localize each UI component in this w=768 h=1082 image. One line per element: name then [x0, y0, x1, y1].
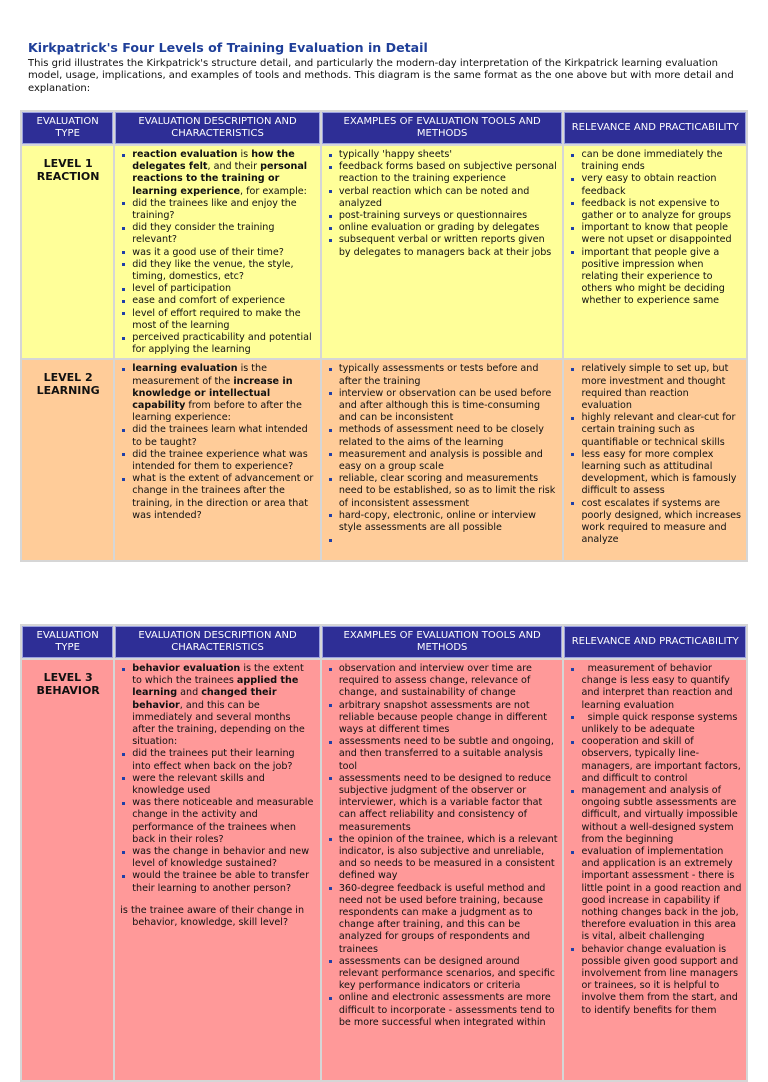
level-1-name: REACTION [36, 169, 100, 183]
list-item [327, 534, 559, 546]
level-3-name: BEHAVIOR [36, 683, 100, 697]
level-2-tools [322, 360, 563, 560]
list-item: management and analysis of ongoing subtle assessments are difficult, and virtually impossible without a well-designed system from the beginning [569, 785, 742, 846]
list-item: subsequent verbal or written reports given by delegates to managers back at their jobs [327, 234, 559, 258]
level-2-number: LEVEL 2 [43, 371, 93, 385]
intro-paragraph: This grid illustrates the Kirkpatrick's structure detail, and particularly the modern-day interpretation of the Kirkpatrick learning evaluation model, usage, implications, and examples of tools and methods. This diagram is the same format as the one above but with more detail and explanation: [28, 58, 734, 94]
level-1-relevance [564, 146, 746, 358]
level-1-label [22, 146, 113, 358]
evaluation-grid-level-3 [20, 624, 748, 1082]
list-item: reliable, clear scoring and measurements need to be established, so as to limit the risk of inconsistent assessment [327, 473, 559, 510]
list-item: did the trainee experience what was intended for them to experience? [120, 449, 316, 473]
list-item: reaction evaluation is how the delegates felt, and their personal reactions to the training or learning experience, for example: [120, 149, 316, 198]
list-item: online evaluation or grading by delegates [327, 222, 559, 234]
level-2-description [115, 360, 320, 560]
list-item: measurement and analysis is possible and easy on a group scale [327, 449, 559, 473]
list-item: arbitrary snapshot assessments are not reliable because people change in different ways at different times [327, 700, 559, 737]
list-item: relatively simple to set up, but more investment and thought required than reaction evaluation [569, 363, 742, 412]
list-item: perceived practicability and potential for applying the learning [120, 332, 316, 356]
list-item: verbal reaction which can be noted and analyzed [327, 186, 559, 210]
header-tools: EXAMPLES OF EVALUATION TOOLS AND METHODS [322, 112, 563, 144]
list-item: evaluation of implementation and application is an extremely important assessment - there is little point in a good reaction and good increase in capability if nothing changes back in the job, therefore evaluation in this area is vital, albeit challenging [569, 846, 742, 944]
level-2-row [22, 360, 746, 560]
list-item: can be done immediately the training ends [569, 149, 742, 173]
header-relevance: RELEVANCE AND PRACTICABILITY [564, 626, 746, 658]
level-3-label [22, 660, 113, 1080]
list-item: the opinion of the trainee, which is a relevant indicator, is also subjective and unreliable, and so needs to be measured in a consistent defined way [327, 834, 559, 883]
header-evaluation-type: EVALUATION TYPE [22, 626, 113, 658]
header-tools: EXAMPLES OF EVALUATION TOOLS AND METHODS [322, 626, 563, 658]
level-3-extra-question: is the trainee aware of their change in behavior, knowledge, skill level? [120, 904, 305, 929]
level-3-row [22, 660, 746, 1080]
list-item: assessments need to be designed to reduce subjective judgment of the observer or interviewer, which is a variable factor that can affect reliability and consistency of measurements [327, 773, 559, 834]
header-description: EVALUATION DESCRIPTION AND CHARACTERISTICS [115, 112, 320, 144]
list-item: was it a good use of their time? [120, 247, 316, 259]
list-item: important to know that people were not upset or disappointed [569, 222, 742, 246]
header-description: EVALUATION DESCRIPTION AND CHARACTERISTICS [115, 626, 320, 658]
list-item: behavior change evaluation is possible given good support and involvement from line managers or trainees, so it is helpful to involve them from the start, and to identify benefits for them [569, 944, 742, 1017]
list-item: would the trainee be able to transfer their learning to another person? [120, 870, 316, 894]
list-item: level of effort required to make the most of the learning [120, 308, 316, 332]
list-item: did the trainees learn what intended to be taught? [120, 424, 316, 448]
list-item: did they consider the training relevant? [120, 222, 316, 246]
list-item: cost escalates if systems are poorly designed, which increases work required to measure and analyze [569, 498, 742, 547]
header-relevance: RELEVANCE AND PRACTICABILITY [564, 112, 746, 144]
list-item: typically assessments or tests before and after the training [327, 363, 559, 387]
level-1-tools [322, 146, 563, 358]
list-item: was the change in behavior and new level of knowledge sustained? [120, 846, 316, 870]
list-item: assessments can be designed around relevant performance scenarios, and specific key performance indicators or criteria [327, 956, 559, 993]
list-item: measurement of behavior change is less easy to quantify and interpret than reaction and learning evaluation [569, 663, 742, 712]
list-item: interview or observation can be used before and after although this is time-consuming and can be inconsistent [327, 388, 559, 425]
list-item: were the relevant skills and knowledge used [120, 773, 316, 797]
level-2-label [22, 360, 113, 560]
level-3-number: LEVEL 3 [43, 671, 93, 684]
header-row [22, 626, 746, 658]
list-item: did the trainees like and enjoy the training? [120, 198, 316, 222]
level-3-description [115, 660, 320, 1080]
page-title: Kirkpatrick's Four Levels of Training Evaluation in Detail [28, 40, 428, 55]
list-item: hard-copy, electronic, online or interview style assessments are all possible [327, 510, 559, 534]
list-item: important that people give a positive impression when relating their experience to others who might be deciding whether to experience same [569, 247, 742, 308]
list-item: cooperation and skill of observers, typically line-managers, are important factors, and difficult to control [569, 736, 742, 785]
list-item: observation and interview over time are required to assess change, relevance of change, and sustainability of change [327, 663, 559, 700]
list-item: very easy to obtain reaction feedback [569, 173, 742, 197]
header-row [22, 112, 746, 144]
list-item: online and electronic assessments are more difficult to incorporate - assessments tend to be more successful when integrated within [327, 992, 559, 1029]
list-item: behavior evaluation is the extent to which the trainees applied the learning and changed their behavior, and this can be immediately and several months after the training, depending on the situation: [120, 663, 316, 748]
level-3-relevance [564, 660, 746, 1080]
header-evaluation-type: EVALUATION TYPE [22, 112, 113, 144]
evaluation-grid-levels-1-2 [20, 110, 748, 562]
list-item: less easy for more complex learning such as attitudinal development, which is famously difficult to assess [569, 449, 742, 498]
list-item: typically 'happy sheets' [327, 149, 559, 161]
level-2-relevance [564, 360, 746, 560]
list-item: was there noticeable and measurable change in the activity and performance of the trainees when back in their roles? [120, 797, 316, 846]
level-1-number: LEVEL 1 [43, 157, 93, 170]
list-item: ease and comfort of experience [120, 295, 316, 307]
level-3-tools [322, 660, 563, 1080]
list-item: simple quick response systems unlikely to be adequate [569, 712, 742, 736]
list-item: learning evaluation is the measurement of the increase in knowledge or intellectual capability from before to after the learning experience: [120, 363, 316, 424]
list-item: what is the extent of advancement or change in the trainees after the training, in the direction or area that was intended? [120, 473, 316, 522]
list-item: highly relevant and clear-cut for certain training such as quantifiable or technical skills [569, 412, 742, 449]
list-item: did the trainees put their learning into effect when back on the job? [120, 748, 316, 772]
list-item: level of participation [120, 283, 316, 295]
list-item: did they like the venue, the style, timing, domestics, etc? [120, 259, 316, 283]
list-item: methods of assessment need to be closely related to the aims of the learning [327, 424, 559, 448]
level-1-description [115, 146, 320, 358]
list-item: feedback forms based on subjective personal reaction to the training experience [327, 161, 559, 185]
level-1-row [22, 146, 746, 358]
list-item: assessments need to be subtle and ongoing, and then transferred to a suitable analysis tool [327, 736, 559, 773]
list-item: 360-degree feedback is useful method and need not be used before training, because respondents can make a judgment as to change after training, and this can be analyzed for groups of respondents and trainees [327, 883, 559, 956]
level-2-name: LEARNING [36, 383, 100, 397]
list-item: post-training surveys or questionnaires [327, 210, 559, 222]
list-item: feedback is not expensive to gather or to analyze for groups [569, 198, 742, 222]
